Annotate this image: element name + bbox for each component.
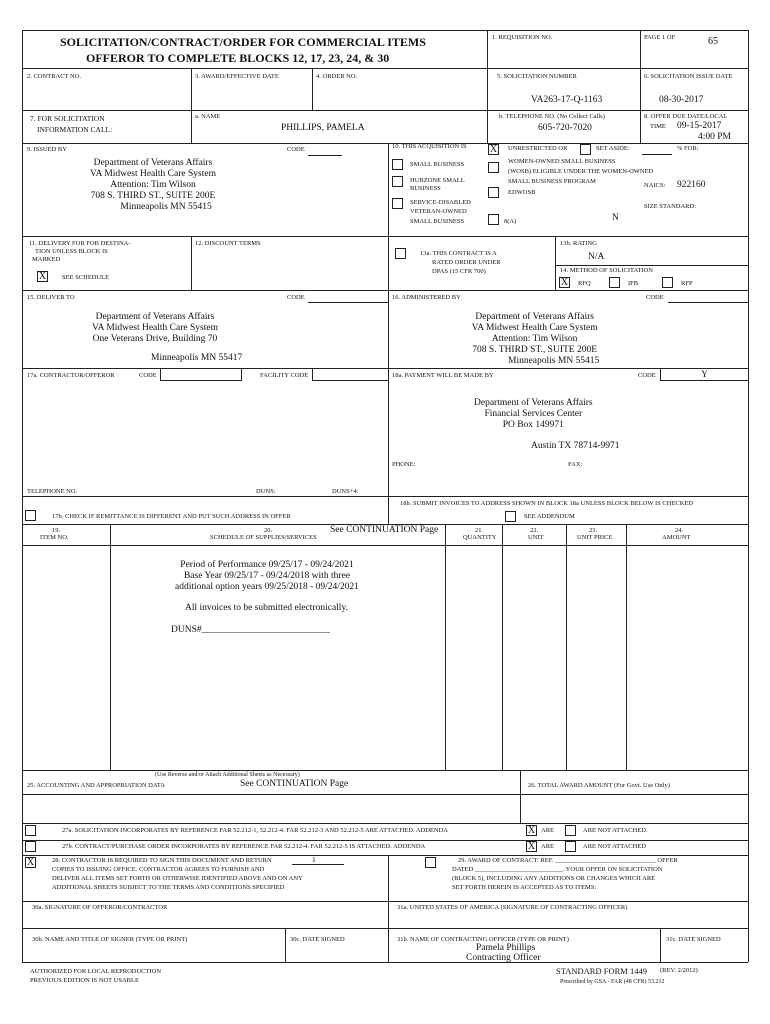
contact-name[interactable]: PHILLIPS, PAMELA [281,123,365,133]
contractor-duns4-label: DUNS+4: [332,488,359,495]
eight-a-checkbox[interactable] [488,214,499,225]
edwosb-checkbox[interactable] [488,187,499,198]
deliver-to-address: Department of Veterans Affairs VA Midwest Health Care System One Veterans Drive, Building 70 [92,312,218,344]
col-unit-number: 22. [530,527,539,534]
payment-phone-label: PHONE: [392,461,416,468]
issue-date-label: 6. SOLICITATION ISSUE DATE [644,73,733,80]
addendum-checkbox[interactable] [505,511,516,522]
copies-count[interactable]: 1 [312,855,316,864]
deliver-to-city: Minneapolis MN 55417 [151,353,243,363]
incorp-27a-are-not-checkbox[interactable] [565,825,576,836]
footer-edition-note: PREVIOUS EDITION IS NOT USABLE [30,977,139,984]
edwosb-label: EDWOSB [508,189,536,196]
remittance-label: 17b. CHECK IF REMITTANCE IS DIFFERENT AND PUT SUCH ADDRESS IN OFFER [52,513,291,520]
block28-line1: 28. CONTRACTOR IS REQUIRED TO SIGN THIS DOCUMENT AND RETURN [52,857,272,864]
eight-a-label: 8(A) [504,218,517,225]
issued-by-label: 9. ISSUED BY [27,146,67,153]
submit-invoices-label: 18b. SUBMIT INVOICES TO ADDRESS SHOWN IN BLOCK 18a UNLESS BLOCK BELOW IS CHECKED [400,500,694,507]
footer-revision: (REV. 2/2012) [660,967,698,974]
offer-due-label: 8. OFFER DUE DATE/LOCAL [644,113,728,120]
addendum-label: SEE ADDENDUM [524,513,575,520]
discount-terms-label: 12. DISCOUNT TERMS [195,240,261,247]
deliver-to-code-label: CODE [287,294,305,301]
officer-date-signed-label: 31c. DATE SIGNED [666,936,721,943]
delivery-label-2: TION UNLESS BLOCK IS [35,248,108,255]
officer-signature-label: 31a. UNITED STATES OF AMERICA (SIGNATURE OF CONTRACTING OFFICER) [397,904,628,911]
block28-line2: COPIES TO ISSUING OFFICE. CONTRACTOR AGREES TO FURNISH AND [52,866,265,873]
officer-title: Contracting Officer [466,953,541,963]
facility-code-label: FACILITY CODE [260,372,309,379]
incorp-27b-checkbox[interactable] [25,841,36,852]
solicitation-no[interactable]: VA263-17-Q-1163 [531,95,603,105]
offer-due-date[interactable]: 09-15-2017 [677,121,722,131]
incorp-27a-are-label: ARE [541,827,554,834]
issued-by-code-label: CODE [287,146,305,153]
rfq-label: RFQ [578,280,591,287]
issued-by-address: Department of Veterans Affairs VA Midwest Health Care System Attention: Tim Wilson 708 S. THIRD ST., SUITE 200E Minneapolis MN 55415 [90,158,216,212]
sdvosb-label-1: SERVICE-DISABLED [410,199,471,206]
footer-prescribed: Prescribed by GSA - FAR (48 CFR) 53.212 [560,979,665,985]
contractor-telephone-label: TELEPHONE NO. [27,488,78,495]
offer-due-time[interactable]: 4:00 PM [698,132,731,142]
col-item-no-number: 19. [52,527,61,534]
col-amount-number: 24. [675,527,684,534]
sdvosb-label-3: SMALL BUSINESS [410,218,465,225]
offeror-signature-label: 30a. SIGNATURE OF OFFEROR/CONTRACTOR [32,904,168,911]
requisition-no-label: 1. REQUISITION NO. [492,34,553,41]
contractor-sign-checkbox[interactable]: X [26,857,35,868]
officer-signature-field[interactable] [392,912,746,926]
award-checkbox[interactable] [425,857,436,868]
col-schedule-number: 20. [264,527,273,534]
hubzone-label-2: BUSINESS [410,185,441,192]
incorp-27b-are-checkbox[interactable]: X [527,841,536,852]
wosb-label-2: (WOSB) ELIGIBLE UNDER THE WOMEN-OWNED [508,168,654,175]
acquisition-label: 10. THIS ACQUISITION IS [392,143,467,150]
size-standard-value[interactable]: N [612,213,619,223]
rating-label: 13b. RATING [560,240,597,247]
hubzone-checkbox[interactable] [392,176,403,187]
payment-address: Department of Veterans Affairs Financial Services Center PO Box 149971 [474,398,593,430]
officer-name: Pamela Phillips [476,943,536,953]
payment-city: Austin TX 78714-9971 [531,441,620,451]
percent-for-label: % FOR: [677,145,699,152]
block28-line4: ADDITIONAL SHEETS SUBJECT TO THE TERMS AND CONDITIONS SPECIFIED [52,884,285,891]
col-unit-price-label: UNIT PRICE [577,534,613,541]
incorp-27b-are-not-checkbox[interactable] [565,841,576,852]
col-unit-label: UNIT [528,534,544,541]
reverse-note: (Use Reverse and/or Attach Additional Sheets as Necessary) [155,772,300,778]
col-quantity-label: QUANTITY [463,534,497,541]
incorp-27b-are-not-label: ARE NOT ATTACHED [583,843,646,850]
page-total: 65 [708,36,718,47]
form-title-line2: OFFEROR TO COMPLETE BLOCKS 12, 17, 23, 24, & 30 [86,51,390,65]
rated-order-checkbox[interactable] [395,248,406,259]
col-amount-label: AMOUNT [662,534,691,541]
deliver-to-label: 15. DELIVER TO [27,294,75,301]
award-date-label: 3. AWARD/EFFECTIVE DATE [195,73,279,80]
order-no-label: 4. ORDER NO. [316,73,358,80]
col-schedule-label: SCHEDULE OF SUPPLIES/SERVICES [210,534,317,541]
small-business-checkbox[interactable] [392,159,403,170]
contractor-label: 17a. CONTRACTOR/OFFEROR [27,372,115,379]
wosb-label-3: SMALL BUSINESS PROGRAM [508,178,596,185]
accounting-label: 25. ACCOUNTING AND APPROPRIATION DATA [27,782,165,789]
see-schedule-checkbox[interactable]: X [38,271,47,282]
contractor-code-field[interactable] [160,369,242,381]
ifb-checkbox[interactable] [609,277,620,288]
rfp-label: RFP [681,280,693,287]
offeror-signature-field[interactable] [24,912,384,926]
block29-line3: (BLOCK 5), INCLUDING ANY ADDITIONS OR CHANGES WHICH ARE [452,875,656,882]
delivery-label-3: MARKED [32,256,61,263]
rated-order-label-3: DPAS (15 CFR 700) [432,268,486,275]
info-call-label-2: INFORMATION CALL: [37,125,113,134]
small-business-label: SMALL BUSINESS [410,161,465,168]
payment-label: 18a. PAYMENT WILL BE MADE BY [392,372,494,379]
contractor-duns-label: DUNS: [256,488,276,495]
contact-phone[interactable]: 605-720-7020 [538,123,592,133]
block28-line3: DELIVER ALL ITEMS SET FORTH OR OTHERWISE IDENTIFIED ABOVE AND ON ANY [52,875,303,882]
rating-value[interactable]: N/A [588,252,605,262]
incorp-27b-label: 27b. CONTRACT/PURCHASE ORDER INCORPORATES BY REFERENCE FAR 52.212-4. FAR 52.212-5 IS ATTACHED. ADDENDA [62,843,426,850]
naics-code[interactable]: 922160 [677,180,706,190]
footer-form-name: STANDARD FORM 1449 [556,966,647,976]
rated-order-label-1: 13a. THIS CONTRACT IS A [420,250,497,257]
contact-name-label: a. NAME [195,113,221,120]
facility-code-field[interactable] [312,369,388,381]
col-unit-price-number: 23. [589,527,598,534]
incorp-27b-are-label: ARE [541,843,554,850]
administered-by-address: Department of Veterans Affairs VA Midwest Health Care System Attention: Tim Wilson 708 S. THIRD ST., SUITE 200E Minneapolis MN 55415 [471,312,600,366]
period-of-performance: Period of Performance 09/25/17 - 09/24/2021 Base Year 09/25/17 - 09/24/2018 with three additional option years 09/25/2018 - 09/24/2021 [175,560,359,592]
administered-by-label: 16. ADMINISTERED BY [392,294,461,301]
unrestricted-label: UNRESTRICTED OR [508,145,568,152]
schedule-continuation-note: See CONTINUATION Page [330,525,439,535]
block29-line4: SET FORTH HEREIN IS ACCEPTED AS TO ITEMS: [452,884,597,891]
set-aside-label: SET ASIDE: [596,145,630,152]
payment-code[interactable]: Y [660,369,748,381]
block29-line2: DATED ___________________________. YOUR OFFER ON SOLICITATION [452,866,663,873]
method-label: 14. METHOD OF SOLICITATION [560,267,654,274]
incorp-27a-label: 27a. SOLICITATION INCORPORATES BY REFERENCE FAR 52.212-1, 52.212-4. FAR 52.212-3 AND 52.212-5 ARE ATTACHED. ADDENDA [62,827,448,834]
see-schedule-label: SEE SCHEDULE [62,274,110,281]
naics-label: NAICS: [644,182,666,189]
contractor-code-label: CODE [139,372,157,379]
officer-name-label: 31b. NAME OF CONTRACTING OFFICER (TYPE OR PRINT) [397,936,569,943]
accounting-continuation-note: See CONTINUATION Page [240,779,349,789]
info-call-label-1: 7. FOR SOLICITATION [30,114,105,123]
duns-line: DUNS#___________________________ [171,625,330,635]
hubzone-label-1: HUBZONE SMALL [410,177,465,184]
sdvosb-label-2: VETERAN-OWNED [410,208,467,215]
issue-date[interactable]: 08-30-2017 [659,95,704,105]
block29-line1: 29. AWARD OF CONTRACT: REF. _______________________________ OFFER [458,857,678,864]
incorp-27a-are-not-label: ARE NOT ATTACHED. [583,827,648,834]
rfq-checkbox[interactable]: X [560,277,569,288]
unrestricted-checkbox[interactable]: X [489,144,498,155]
offeror-date-signed-label: 30c. DATE SIGNED [290,936,345,943]
invoices-note: All invoices to be submitted electronically. [185,603,348,613]
size-standard-label: SIZE STANDARD: [644,203,697,210]
form-title-line1: SOLICITATION/CONTRACT/ORDER FOR COMMERCIAL ITEMS [60,35,426,49]
rated-order-label-2: RATED ORDER UNDER [432,259,501,266]
local-time-label: TIME [650,123,666,130]
delivery-label-1: 11. DELIVERY FOR FOB DESTINA- [29,240,131,247]
payment-code-label: CODE [638,372,656,379]
set-aside-checkbox[interactable] [580,144,591,155]
ifb-label: IFB [628,280,639,287]
rfp-checkbox[interactable] [662,277,673,288]
wosb-checkbox[interactable] [488,162,499,173]
col-item-no-label: ITEM NO. [40,534,69,541]
contract-no-label: 2. CONTRACT NO. [27,73,82,80]
incorp-27a-checkbox[interactable] [25,825,36,836]
remittance-checkbox[interactable] [25,510,36,521]
payment-fax-label: FAX: [568,461,583,468]
total-award-label: 26. TOTAL AWARD AMOUNT (For Govt. Use Only) [528,782,670,789]
administered-by-code-label: CODE [646,294,664,301]
incorp-27a-are-checkbox[interactable]: X [527,825,536,836]
footer-reproduction-note: AUTHORIZED FOR LOCAL REPRODUCTION [30,968,162,975]
signer-name-label: 30b. NAME AND TITLE OF SIGNER (TYPE OR PRINT) [32,936,188,943]
telephone-label: b. TELEPHONE NO. (No Collect Calls) [499,113,605,120]
page-of-label: PAGE 1 OF [644,34,676,41]
col-quantity-number: 21. [475,527,484,534]
sdvosb-checkbox[interactable] [392,198,403,209]
wosb-label-1: WOMEN-OWNED SMALL BUSINESS [508,158,616,165]
solicitation-no-label: 5. SOLICITATION NUMBER [497,73,577,80]
